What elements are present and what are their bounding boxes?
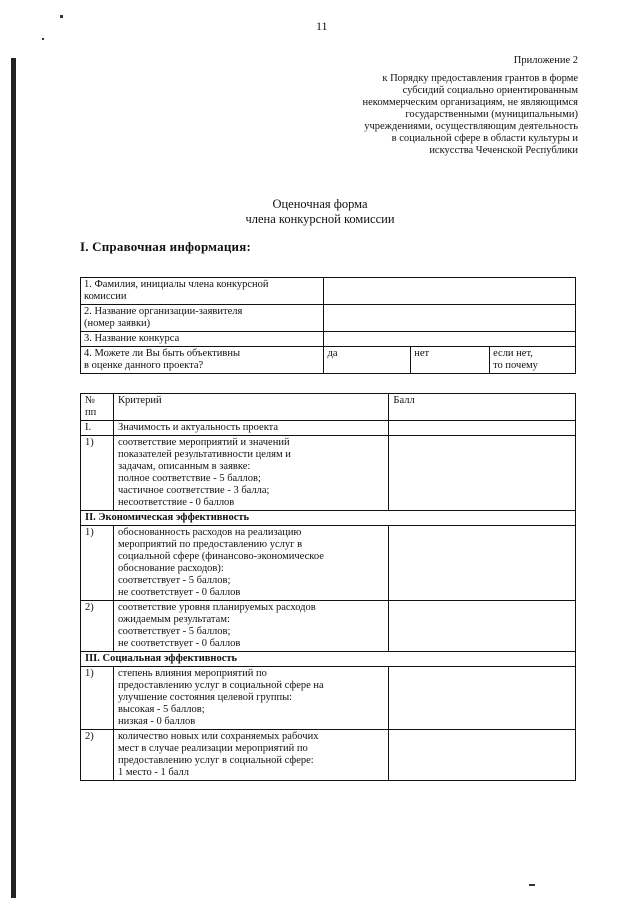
criterion-num-cell: 2) xyxy=(81,601,114,652)
criterion-text-cell xyxy=(113,601,388,652)
info-label-cell: 3. Название конкурса xyxy=(81,332,324,347)
criterion-num-cell: 1) xyxy=(81,667,114,730)
criterion-num-cell: 1) xyxy=(81,526,114,601)
info-row xyxy=(81,278,576,305)
criterion-line: обоснованность расходов на реализацию xyxy=(117,527,302,538)
appendix-line: субсидий социально ориентированным xyxy=(402,85,578,96)
header-num-cell xyxy=(81,394,114,421)
header-criterion-cell: Критерий xyxy=(113,394,388,421)
score-cell[interactable] xyxy=(389,667,576,730)
info-row xyxy=(81,347,576,374)
criterion-line: количество новых или сохраняемых рабочих xyxy=(117,731,319,742)
criterion-line: социальной сфере (финансово-экономическое xyxy=(117,551,324,562)
scan-speck xyxy=(529,884,535,886)
score-cell[interactable] xyxy=(389,601,576,652)
criteria-header-row xyxy=(81,394,576,421)
criterion-row xyxy=(81,730,576,781)
option-if-no-cell[interactable] xyxy=(490,347,576,374)
criterion-line: несоответствие - 0 баллов xyxy=(117,497,235,508)
option-if-no-label: если нет, xyxy=(493,348,533,359)
criterion-line: соответствует - 5 баллов; xyxy=(117,626,231,637)
option-if-no-label: то почему xyxy=(493,360,538,371)
criterion-line: соответствует - 5 баллов; xyxy=(117,575,231,586)
section-row xyxy=(81,421,576,436)
criterion-row xyxy=(81,436,576,511)
criterion-line: частичное соответствие - 3 балла; xyxy=(117,485,270,496)
info-label: комиссии xyxy=(84,291,127,302)
form-title-line: Оценочная форма xyxy=(272,197,368,211)
section-title-cell: Значимость и актуальность проекта xyxy=(113,421,388,436)
criterion-line: обоснование расходов): xyxy=(117,563,224,574)
info-label: 1. Фамилия, инициалы члена конкурсной xyxy=(84,279,269,290)
section-title-cell: II. Экономическая эффективность xyxy=(81,511,576,526)
criterion-row xyxy=(81,601,576,652)
criterion-text-cell xyxy=(113,730,388,781)
header-score-cell: Балл xyxy=(389,394,576,421)
form-title xyxy=(0,197,640,227)
criterion-text-cell xyxy=(113,436,388,511)
score-cell[interactable] xyxy=(389,436,576,511)
criterion-line: предоставлению услуг в социальной сфере: xyxy=(117,755,314,766)
criterion-line: ожидаемым результатам: xyxy=(117,614,230,625)
appendix-line: некоммерческим организациям, не являющимся xyxy=(362,97,578,108)
section-row xyxy=(81,511,576,526)
info-label-cell xyxy=(81,305,324,332)
criterion-num-cell: 2) xyxy=(81,730,114,781)
section-heading: I. Справочная информация: xyxy=(80,239,251,254)
info-label: в оценке данного проекта? xyxy=(84,360,204,371)
criterion-line: задачам, описанным в заявке: xyxy=(117,461,251,472)
criterion-text-cell xyxy=(113,667,388,730)
info-label: 2. Название организации-заявителя xyxy=(84,306,243,317)
score-cell[interactable] xyxy=(389,730,576,781)
option-yes-cell[interactable]: да xyxy=(324,347,411,374)
appendix-line: к Порядку предоставления грантов в форме xyxy=(382,73,578,84)
criterion-row xyxy=(81,667,576,730)
criterion-line: низкая - 0 баллов xyxy=(117,716,196,727)
criterion-line: не соответствует - 0 баллов xyxy=(117,587,241,598)
info-label: 4. Можете ли Вы быть объективны xyxy=(84,348,241,359)
criterion-line: полное соответствие - 5 баллов; xyxy=(117,473,261,484)
criterion-line: мероприятий по предоставлению услуг в xyxy=(117,539,303,550)
appendix-line: учреждениями, осуществляющим деятельность xyxy=(364,121,578,132)
criterion-line: не соответствует - 0 баллов xyxy=(117,638,241,649)
info-row xyxy=(81,305,576,332)
appendix-block xyxy=(278,55,578,157)
info-label-cell xyxy=(81,347,324,374)
section-row xyxy=(81,652,576,667)
criterion-line: соответствие мероприятий и значений xyxy=(117,437,290,448)
criterion-line: показателей результативности целям и xyxy=(117,449,291,460)
section-num-cell: I. xyxy=(81,421,114,436)
criterion-line: 1 место - 1 балл xyxy=(117,767,189,778)
scan-speck xyxy=(42,38,44,40)
form-title-line: члена конкурсной комиссии xyxy=(245,212,395,226)
criterion-line: предоставлению услуг в социальной сфере на xyxy=(117,680,324,691)
criterion-row xyxy=(81,526,576,601)
criterion-line: улучшение состояния целевой группы: xyxy=(117,692,293,703)
criterion-num-cell: 1) xyxy=(81,436,114,511)
option-no-cell[interactable]: нет xyxy=(411,347,490,374)
appendix-line: в социальной сфере в области культуры и xyxy=(391,133,578,144)
appendix-title: Приложение 2 xyxy=(513,55,578,66)
appendix-line: государственными (муниципальными) xyxy=(405,109,578,120)
page-number: 11 xyxy=(316,19,328,33)
section-title-cell: III. Социальная эффективность xyxy=(81,652,576,667)
score-cell[interactable] xyxy=(389,526,576,601)
info-table xyxy=(80,277,576,374)
info-value-cell[interactable] xyxy=(324,278,576,305)
criterion-text-cell xyxy=(113,526,388,601)
info-value-cell[interactable] xyxy=(324,332,576,347)
info-value-cell[interactable] xyxy=(324,305,576,332)
criterion-line: степень влияния мероприятий по xyxy=(117,668,267,679)
info-label-cell xyxy=(81,278,324,305)
score-cell[interactable] xyxy=(389,421,576,436)
criterion-line: мест в случае реализации мероприятий по xyxy=(117,743,308,754)
info-label: (номер заявки) xyxy=(84,318,151,329)
header-num-label: пп xyxy=(85,407,97,418)
info-row xyxy=(81,332,576,347)
header-num-label: № xyxy=(85,395,96,406)
criterion-line: соответствие уровня планируемых расходов xyxy=(117,602,316,613)
criteria-table xyxy=(80,393,576,781)
criterion-line: высокая - 5 баллов; xyxy=(117,704,205,715)
scan-speck xyxy=(60,15,63,18)
scan-margin-bar xyxy=(11,58,16,898)
appendix-line: искусства Чеченской Республики xyxy=(429,145,578,156)
